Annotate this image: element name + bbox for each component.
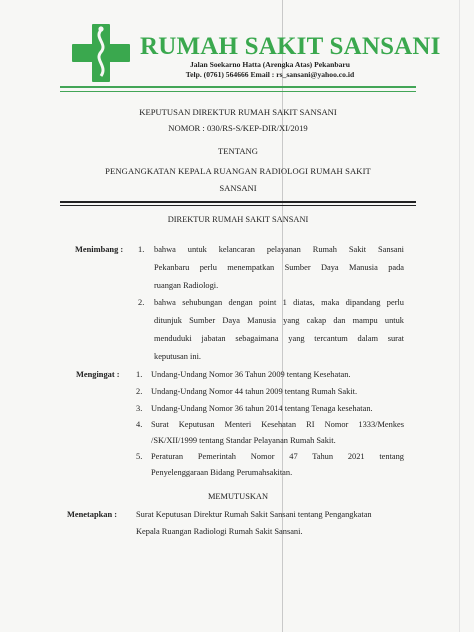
list-item-line: Surat Keputusan Menteri Kesehatan RI Nomor 1333/Menkes (151, 420, 404, 429)
list-item-line: Undang-Undang Nomor 44 tahun 2009 tentang Rumah Sakit. (151, 387, 358, 396)
menetapkan-line: Surat Keputusan Direktur Rumah Sakit Sansani tentang Pengangkatan (136, 510, 372, 519)
list-item-line: keputusan ini. (154, 352, 201, 361)
list-number: 1. (138, 245, 145, 254)
list-number: 3. (136, 404, 143, 413)
title-divider-thin (60, 205, 416, 206)
mengingat-label: Mengingat : (76, 370, 120, 379)
list-item-line: Penyelenggaraan Bidang Perumahsakitan. (151, 468, 293, 477)
hospital-name: RUMAH SAKIT SANSANI (140, 33, 441, 60)
list-number: 5. (136, 452, 143, 461)
menetapkan-label: Menetapkan : (67, 510, 118, 519)
memutuskan-heading: MEMUTUSKAN (207, 492, 269, 501)
list-number: 4. (136, 420, 143, 429)
menimbang-label: Menimbang : (75, 245, 124, 254)
decree-subject-line-2: SANSANI (219, 183, 257, 193)
contact-line: Telp. (0761) 564666 Email : rs_sansani@yahoo.co.id (185, 70, 355, 79)
list-item-line: ditunjuk Sumber Daya Manusia yang cakap dan mampu untuk (154, 316, 404, 325)
list-item-line: Undang-Undang Nomor 36 Tahun 2009 tentang Kesehatan. (151, 370, 351, 379)
list-item-line: Peraturan Pemerintah Nomor 47 Tahun 2021 tentang (151, 452, 404, 461)
list-item-line: Pekanbaru perlu menempatkan Sumber Daya Manusia pada (154, 263, 404, 272)
list-number: 1. (136, 370, 143, 379)
letterhead-divider (60, 86, 416, 88)
scan-edge-line (459, 0, 460, 632)
title-divider (60, 201, 416, 203)
list-item-line: ruangan Radiologi. (154, 281, 219, 290)
section-heading: DIREKTUR RUMAH SAKIT SANSANI (167, 215, 309, 224)
tentang-label: TENTANG (218, 146, 258, 156)
list-item-line: Undang-Undang Nomor 36 tahun 2014 tentang Tenaga kesehatan. (151, 404, 373, 413)
decree-number: NOMOR : 030/RS-S/KEP-DIR/XI/2019 (168, 123, 308, 133)
list-item-line: menduduki jabatan sebagaimana yang tercantum dalam surat (154, 334, 404, 343)
decree-title: KEPUTUSAN DIREKTUR RUMAH SAKIT SANSANI (139, 107, 337, 117)
list-item-line: /SK/XII/1999 tentang Standar Pelayanan Rumah Sakit. (151, 436, 336, 445)
list-number: 2. (138, 298, 145, 307)
list-item-line: bahwa sehubungan dengan point 1 diatas, maka dipandang perlu (154, 298, 404, 307)
menetapkan-line: Kepala Ruangan Radiologi Rumah Sakit Sansani. (136, 527, 303, 536)
address-line: Jalan Soekarno Hatta (Arengka Atas) Pekanbaru (190, 60, 350, 69)
list-item-line: bahwa untuk kelancaran pelayanan Rumah Sakit Sansani (154, 245, 404, 254)
letterhead-divider-thin (60, 91, 416, 92)
decree-subject-line-1: PENGANGKATAN KEPALA RUANGAN RADIOLOGI RUMAH SAKIT (105, 166, 371, 176)
list-number: 2. (136, 387, 143, 396)
